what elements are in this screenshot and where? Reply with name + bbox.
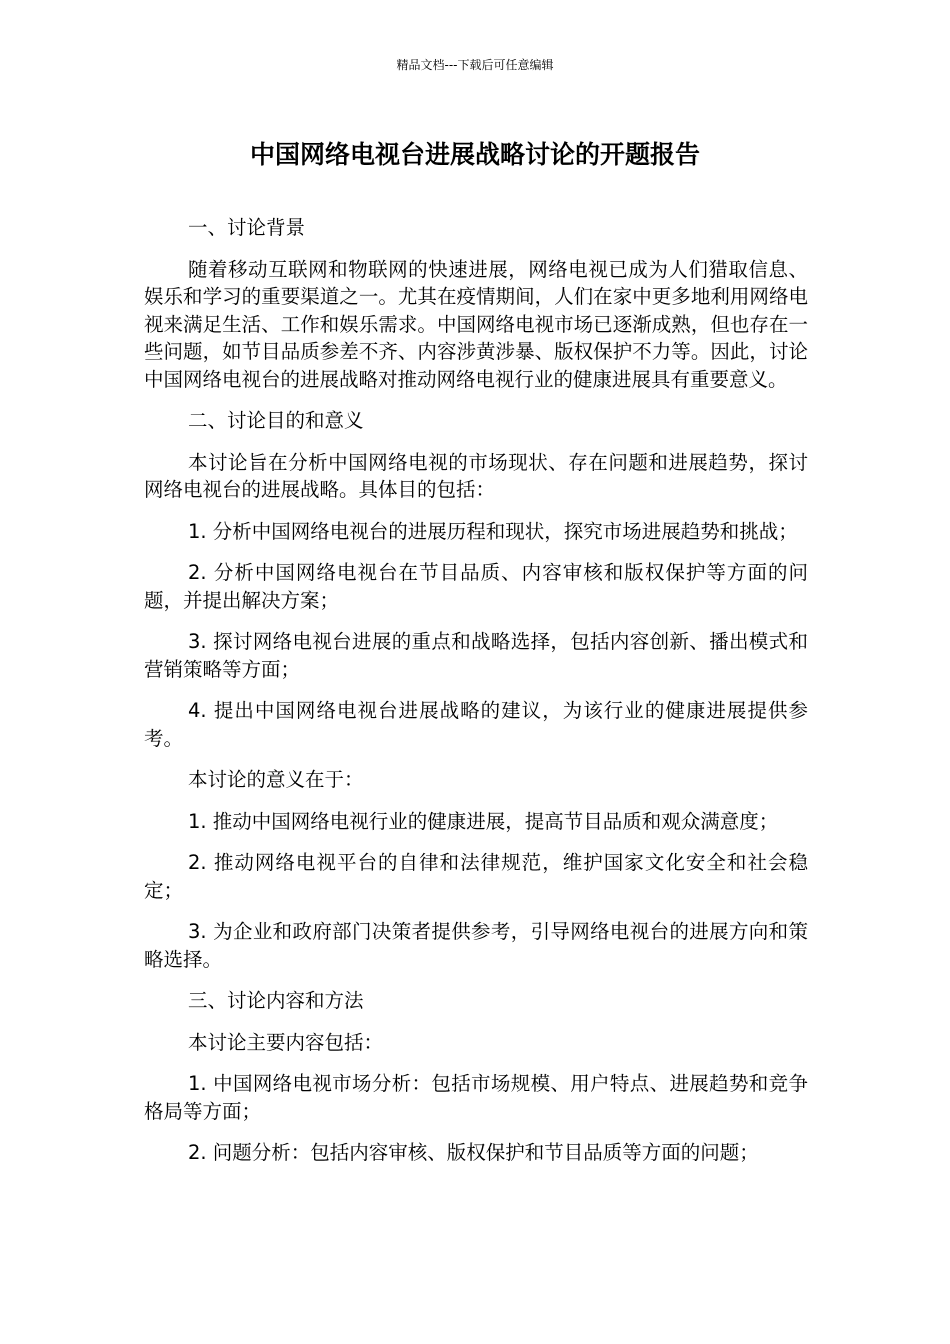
paragraph-content-intro: 本讨论主要内容包括： bbox=[188, 1030, 384, 1054]
significance-item-3: 3. 为企业和政府部门决策者提供参考，引导网络电视台的进展方向和策略选择。 bbox=[144, 920, 808, 971]
content-item-1: 1. 中国网络电视市场分析：包括市场规模、用户特点、进展趋势和竞争格局等方面； bbox=[144, 1072, 808, 1123]
section-heading-content-methods: 三、讨论内容和方法 bbox=[188, 989, 364, 1012]
section-heading-purpose: 二、讨论目的和意义 bbox=[188, 409, 364, 432]
paragraph-significance-intro: 本讨论的意义在于： bbox=[188, 768, 364, 791]
document-title: 中国网络电视台进展战略讨论的开题报告 bbox=[249, 140, 700, 169]
purpose-item-4: 4. 提出中国网络电视台进展战略的建议，为该行业的健康进展提供参考。 bbox=[144, 699, 808, 750]
paragraph-purpose-intro: 本讨论旨在分析中国网络电视的市场现状、存在问题和进展趋势，探讨网络电视台的进展战略。具体目的包括： bbox=[144, 450, 808, 501]
significance-item-1: 1. 推动中国网络电视行业的健康进展，提高节目品质和观众满意度； bbox=[188, 809, 779, 833]
page-header: 精品文档---下载后可任意编辑 bbox=[396, 58, 554, 72]
purpose-item-1: 1. 分析中国网络电视台的进展历程和现状，探究市场进展趋势和挑战； bbox=[188, 519, 798, 543]
purpose-item-2: 2. 分析中国网络电视台在节目品质、内容审核和版权保护等方面的问题，并提出解决方案； bbox=[144, 561, 808, 612]
paragraph-background: 随着移动互联网和物联网的快速进展，网络电视已成为人们猎取信息、娱乐和学习的重要渠道之一。尤其在疫情期间，人们在家中更多地利用网络电视来满足生活、工作和娱乐需求。中国网络电视市场已逐渐成熟，但也存在一些问题，如节目品质参差不齐、内容涉黄涉暴、版权保护不力等。因此，讨论中国网络电视台的进展战略对推动网络电视行业的健康进展具有重要意义。 bbox=[144, 257, 808, 391]
content-item-2: 2. 问题分析：包括内容审核、版权保护和节目品质等方面的问题； bbox=[188, 1141, 759, 1164]
significance-item-2: 2. 推动网络电视平台的自律和法律规范，维护国家文化安全和社会稳定； bbox=[144, 851, 808, 902]
purpose-item-3: 3. 探讨网络电视台进展的重点和战略选择，包括内容创新、播出模式和营销策略等方面； bbox=[144, 630, 808, 681]
document-body bbox=[144, 214, 808, 1181]
section-heading-background: 一、讨论背景 bbox=[188, 216, 306, 239]
